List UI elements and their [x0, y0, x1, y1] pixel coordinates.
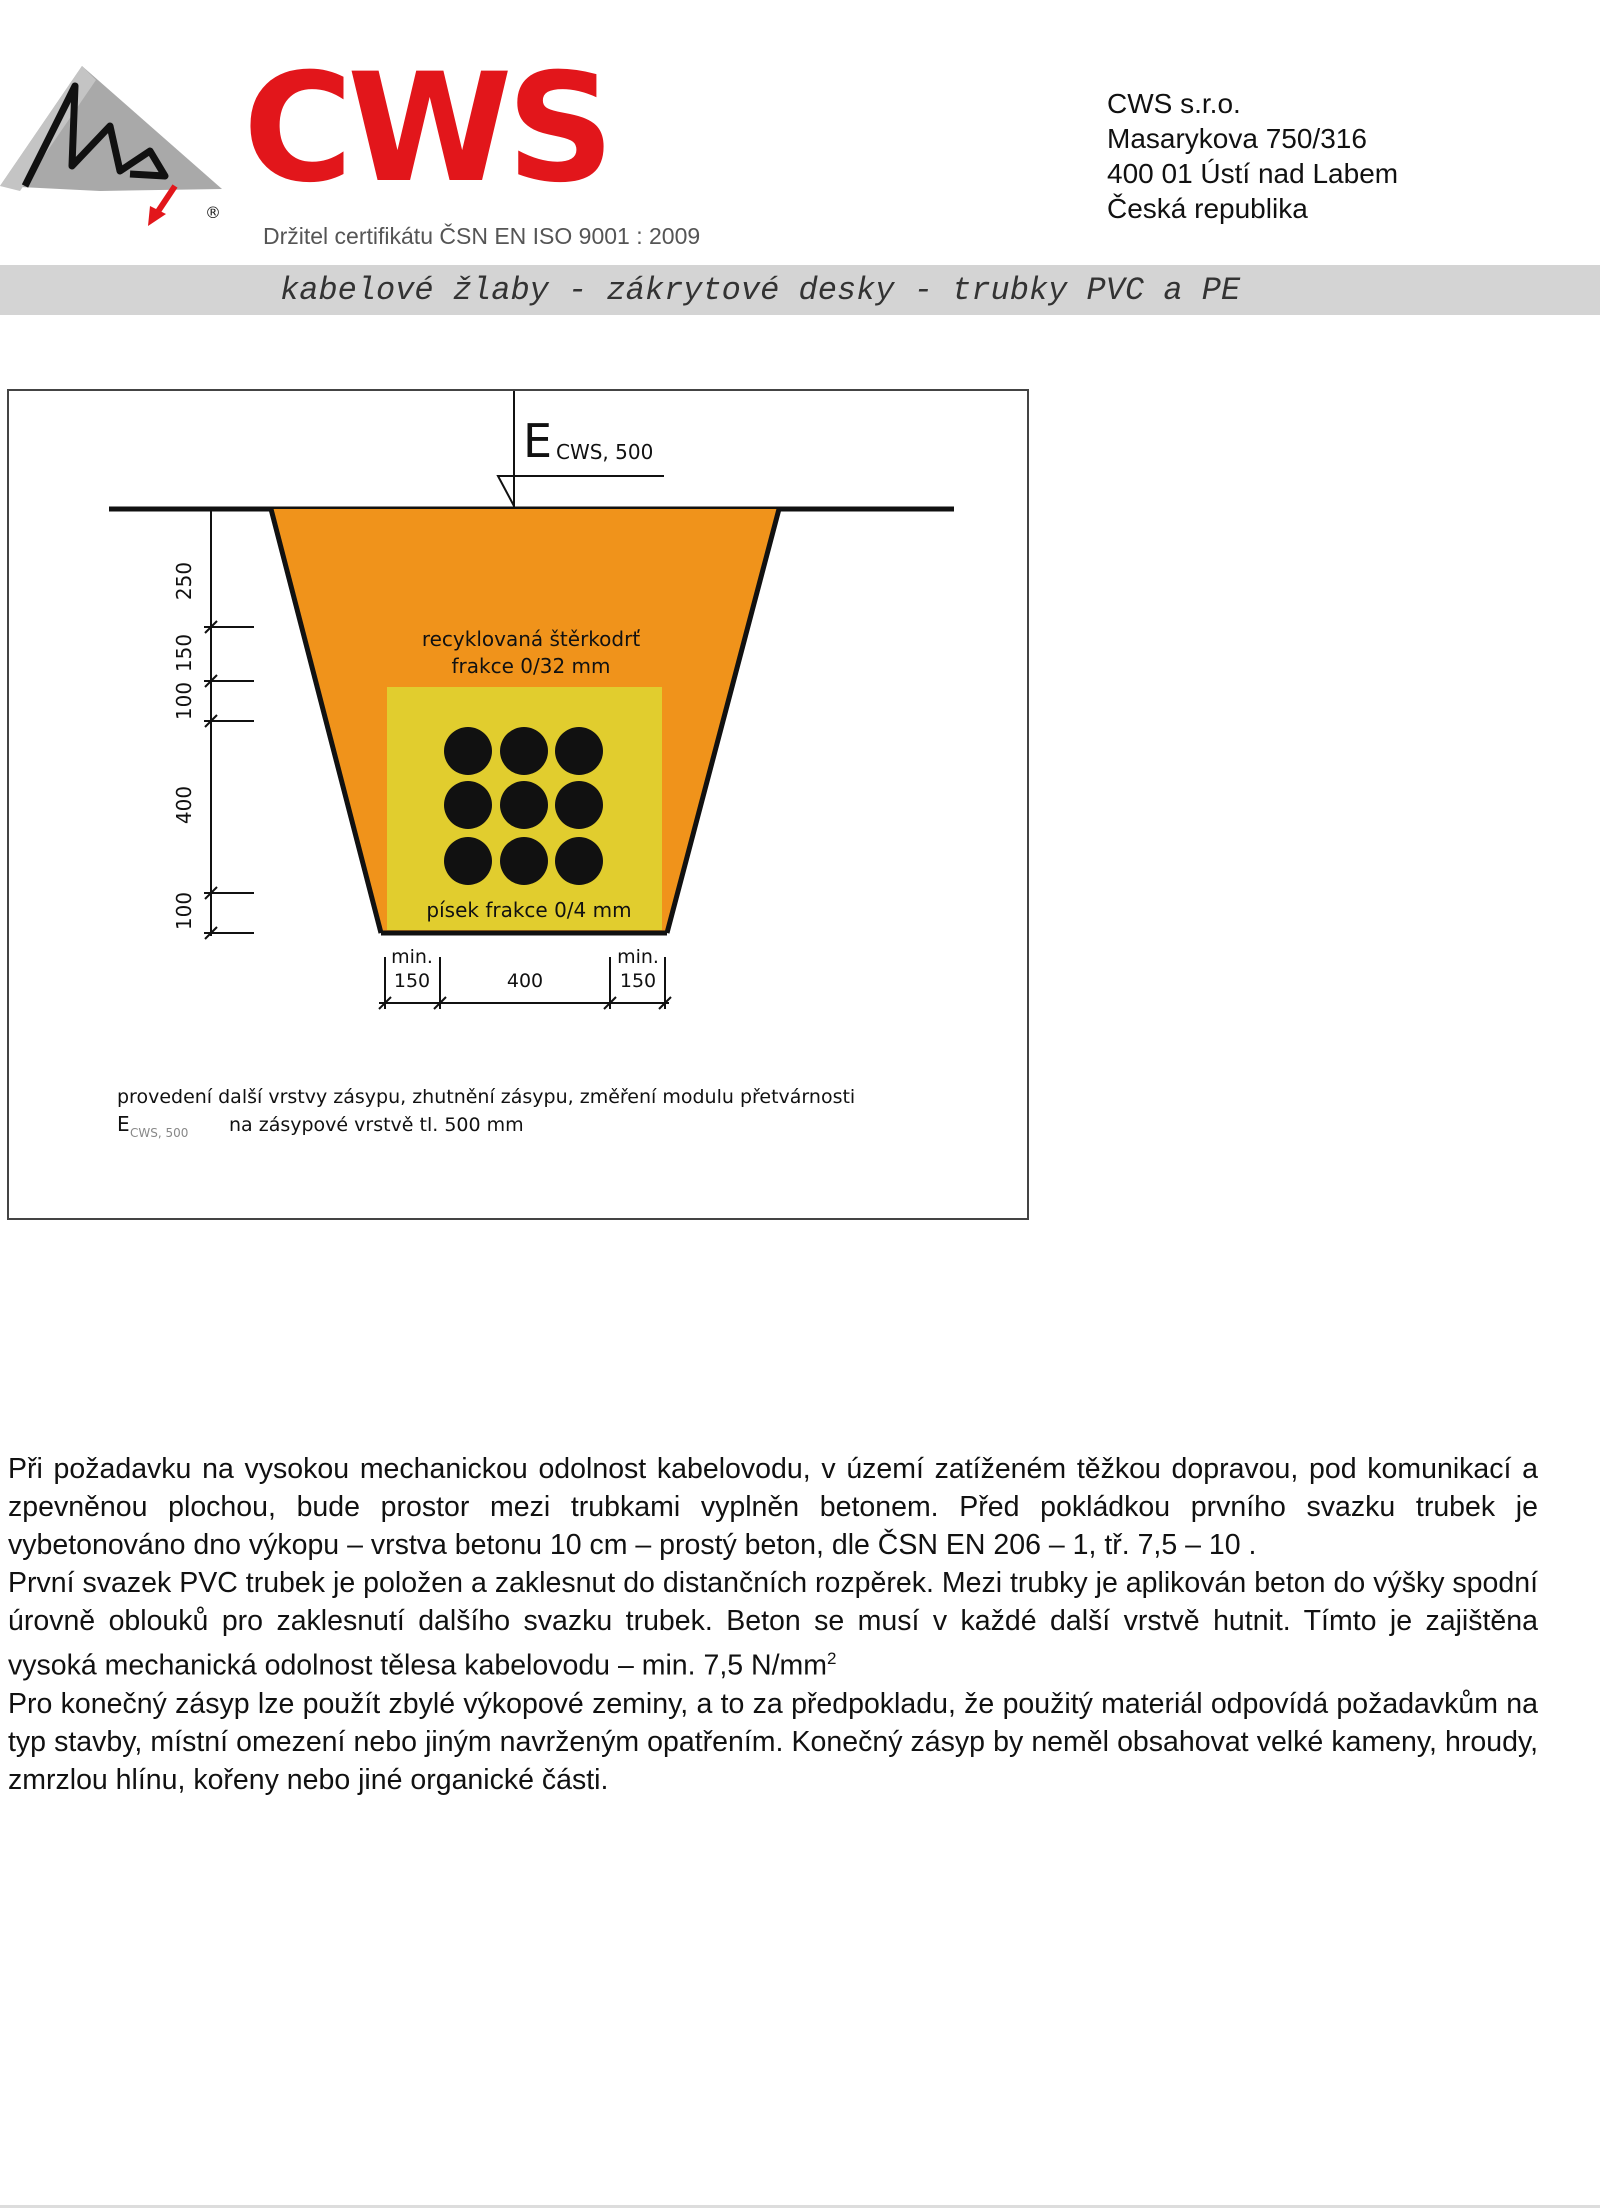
- pipe: [444, 781, 492, 829]
- address-line: CWS s.r.o.: [1107, 88, 1241, 119]
- paragraph: Pro konečný zásyp lze použít zbylé výkopové zeminy, a to za předpokladu, že použitý materiál odpovídá požadavkům na typ stavby, místní omezení nebo jiným navrženým opatřením. Konečný zásyp by neměl obsahovat velké kameny, hroudy, zmrzlou hlínu, kořeny nebo jiné organické části.: [8, 1687, 1538, 1796]
- cws-logo-mark: [0, 56, 240, 236]
- vertical-dimensions: [204, 509, 254, 939]
- load-label-symbol: E: [523, 414, 553, 468]
- paragraph: [8, 1564, 1538, 1685]
- upper-fill-label: frakce 0/32 mm: [451, 654, 611, 678]
- dim-label: 150: [619, 970, 657, 992]
- pipe: [500, 837, 548, 885]
- figure-note-subscript: CWS, 500: [130, 1126, 189, 1140]
- pipe: [444, 837, 492, 885]
- address-line: Česká republika: [1107, 193, 1308, 224]
- dim-label: 250: [172, 561, 196, 601]
- dim-min-label: min.: [617, 946, 659, 968]
- body-text: [8, 1450, 1538, 1799]
- upper-fill-label: recyklovaná štěrkodrť: [421, 627, 641, 651]
- svg-text:®: ®: [205, 203, 221, 222]
- dim-label: 100: [172, 891, 196, 931]
- certificate-text: Držitel certifikátu ČSN EN ISO 9001 : 2009: [263, 223, 701, 249]
- pipe: [555, 837, 603, 885]
- figure-note: na zásypové vrstvě tl. 500 mm: [229, 1114, 524, 1136]
- dim-label: 400: [172, 785, 196, 825]
- pipe: [444, 727, 492, 775]
- pipe: [500, 781, 548, 829]
- load-label-subscript: CWS, 500: [556, 440, 654, 464]
- paragraph-text: První svazek PVC trubek je položen a zaklesnut do distančních rozpěrek. Mezi trubky je aplikován beton do výšky spodní úrovně oblouků pro zaklesnutí dalšího svazku trubek. Beton se musí v každé další vrstvě hutnit. Tímto je zajištěna vysoká mechanická odolnost tělesa kabelovodu – min. 7,5 N/mm: [8, 1567, 1538, 1682]
- paragraph: Při požadavku na vysokou mechanickou odolnost kabelovodu, v území zatíženém těžkou dopravou, pod komunikací a zpevněnou plochou, bude prostor mezi trubkami vyplněn betonem. Před pokládkou prvního svazku trubek je vybetonováno dno výkopu – vrstva betonu 10 cm – prostý beton, dle ČSN EN 206 – 1, tř. 7,5 – 10 .: [8, 1453, 1538, 1561]
- trench-cross-section-figure: [7, 389, 1029, 1220]
- tagline-banner: [0, 265, 1600, 315]
- tagline-text: kabelové žlaby - zákrytové desky - trubky PVC a PE: [280, 272, 1241, 309]
- brand-name: CWS: [243, 42, 609, 216]
- pipe: [500, 727, 548, 775]
- bottom-rule: [0, 2205, 1600, 2208]
- pipe-bundle: [444, 727, 603, 885]
- sand-label: písek frakce 0/4 mm: [426, 898, 632, 922]
- figure-note: provedení další vrstvy zásypu, zhutnění zásypu, změření modulu přetvárnosti: [117, 1086, 856, 1108]
- pipe: [555, 727, 603, 775]
- address-line: Masarykova 750/316: [1107, 123, 1367, 154]
- company-address: [1107, 86, 1398, 226]
- address-line: 400 01 Ústí nad Labem: [1107, 158, 1399, 189]
- dim-min-label: min.: [391, 946, 433, 968]
- dim-label: 150: [172, 633, 196, 673]
- pipe: [555, 781, 603, 829]
- figure-note-symbol: E: [117, 1112, 130, 1136]
- superscript: 2: [827, 1649, 837, 1668]
- dim-label: 150: [393, 970, 431, 992]
- dim-label: 400: [506, 970, 544, 992]
- dim-label: 100: [172, 681, 196, 721]
